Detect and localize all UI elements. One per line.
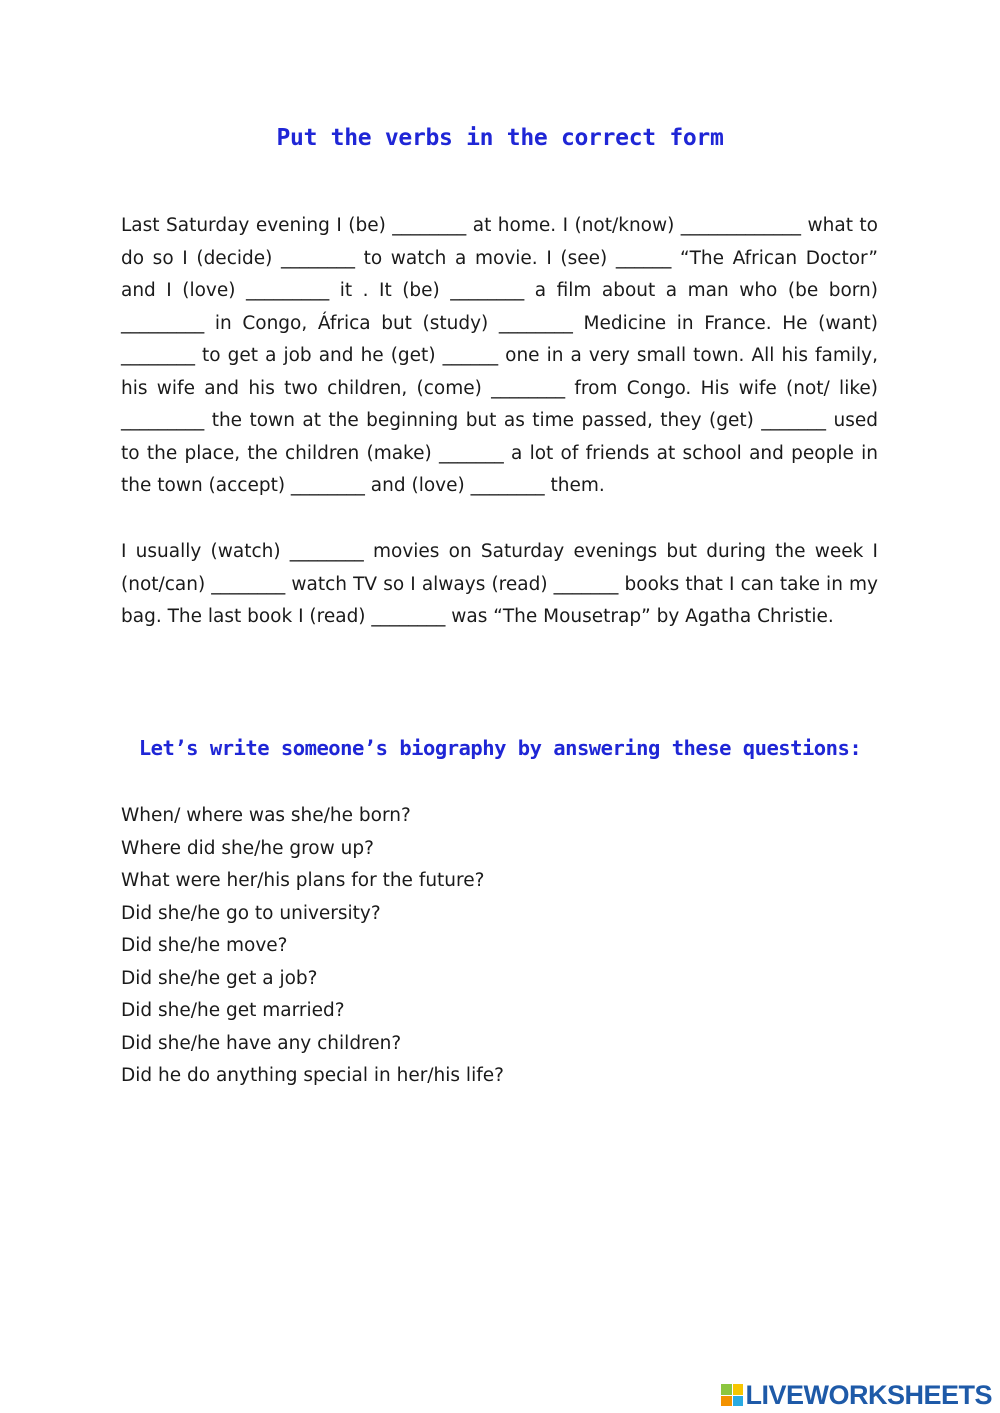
paragraph-2-text: I usually (watch) ________ movies on Saturday evenings but during the week I (not/can) ________ watch TV so I always (read) _______ books that I can take in my bag. The last book I (read) ________ was “The Mousetrap” by Agatha Christie. — [121, 541, 878, 627]
question-item: Did she/he have any children? — [121, 1032, 402, 1054]
logo-square-cyan — [733, 1396, 744, 1407]
logo-square-yellow — [733, 1384, 744, 1395]
logo-square-orange — [721, 1396, 732, 1407]
exercise-paragraph-1 — [121, 210, 878, 503]
question-item: Did she/he get married? — [121, 1000, 345, 1021]
question-list — [121, 800, 504, 1093]
question-item: What were her/his plans for the future? — [121, 870, 485, 891]
question-item: Did she/he go to university? — [121, 902, 381, 924]
question-item: Did she/he move? — [121, 935, 288, 956]
paragraph-1-text: Last Saturday evening I (be) ________ at home. I (not/know) _____________ what to do so I (decide) ________ to watch a movie. I (see) ______ “The African Doctor” and I (love) _________ it . It (be) ________ a film about a man who (be born) _________ in Congo, África but (study) ________ Medicine in France. He (want) ________ to get a job and he (get) ______ one in a very small town. All his family, his wife and his two children, (come) ________ from Congo. His wife (not/ like) _________ the town at the beginning but as time passed, they (get) _______ used to the place, the children (make) _______ a lot of friends at school and people in the town (accept) ________ and (love) ________ them. — [121, 215, 878, 496]
exercise-paragraph-2 — [121, 536, 878, 634]
page-title: Put the verbs in the correct form — [276, 125, 724, 151]
question-item: Did she/he get a job? — [121, 967, 318, 989]
question-item: Did he do anything special in her/his life? — [121, 1065, 504, 1086]
logo-square-green — [721, 1384, 732, 1395]
question-item: When/ where was she/he born? — [121, 805, 411, 826]
logo-text: LIVEWORKSHEETS — [745, 1379, 992, 1410]
liveworksheets-logo[interactable] — [721, 1378, 992, 1412]
liveworksheets-logo-icon — [721, 1384, 743, 1406]
question-item: Where did she/he grow up? — [121, 837, 374, 859]
biography-title: Let’s write someone’s biography by answering these questions: — [138, 736, 862, 760]
